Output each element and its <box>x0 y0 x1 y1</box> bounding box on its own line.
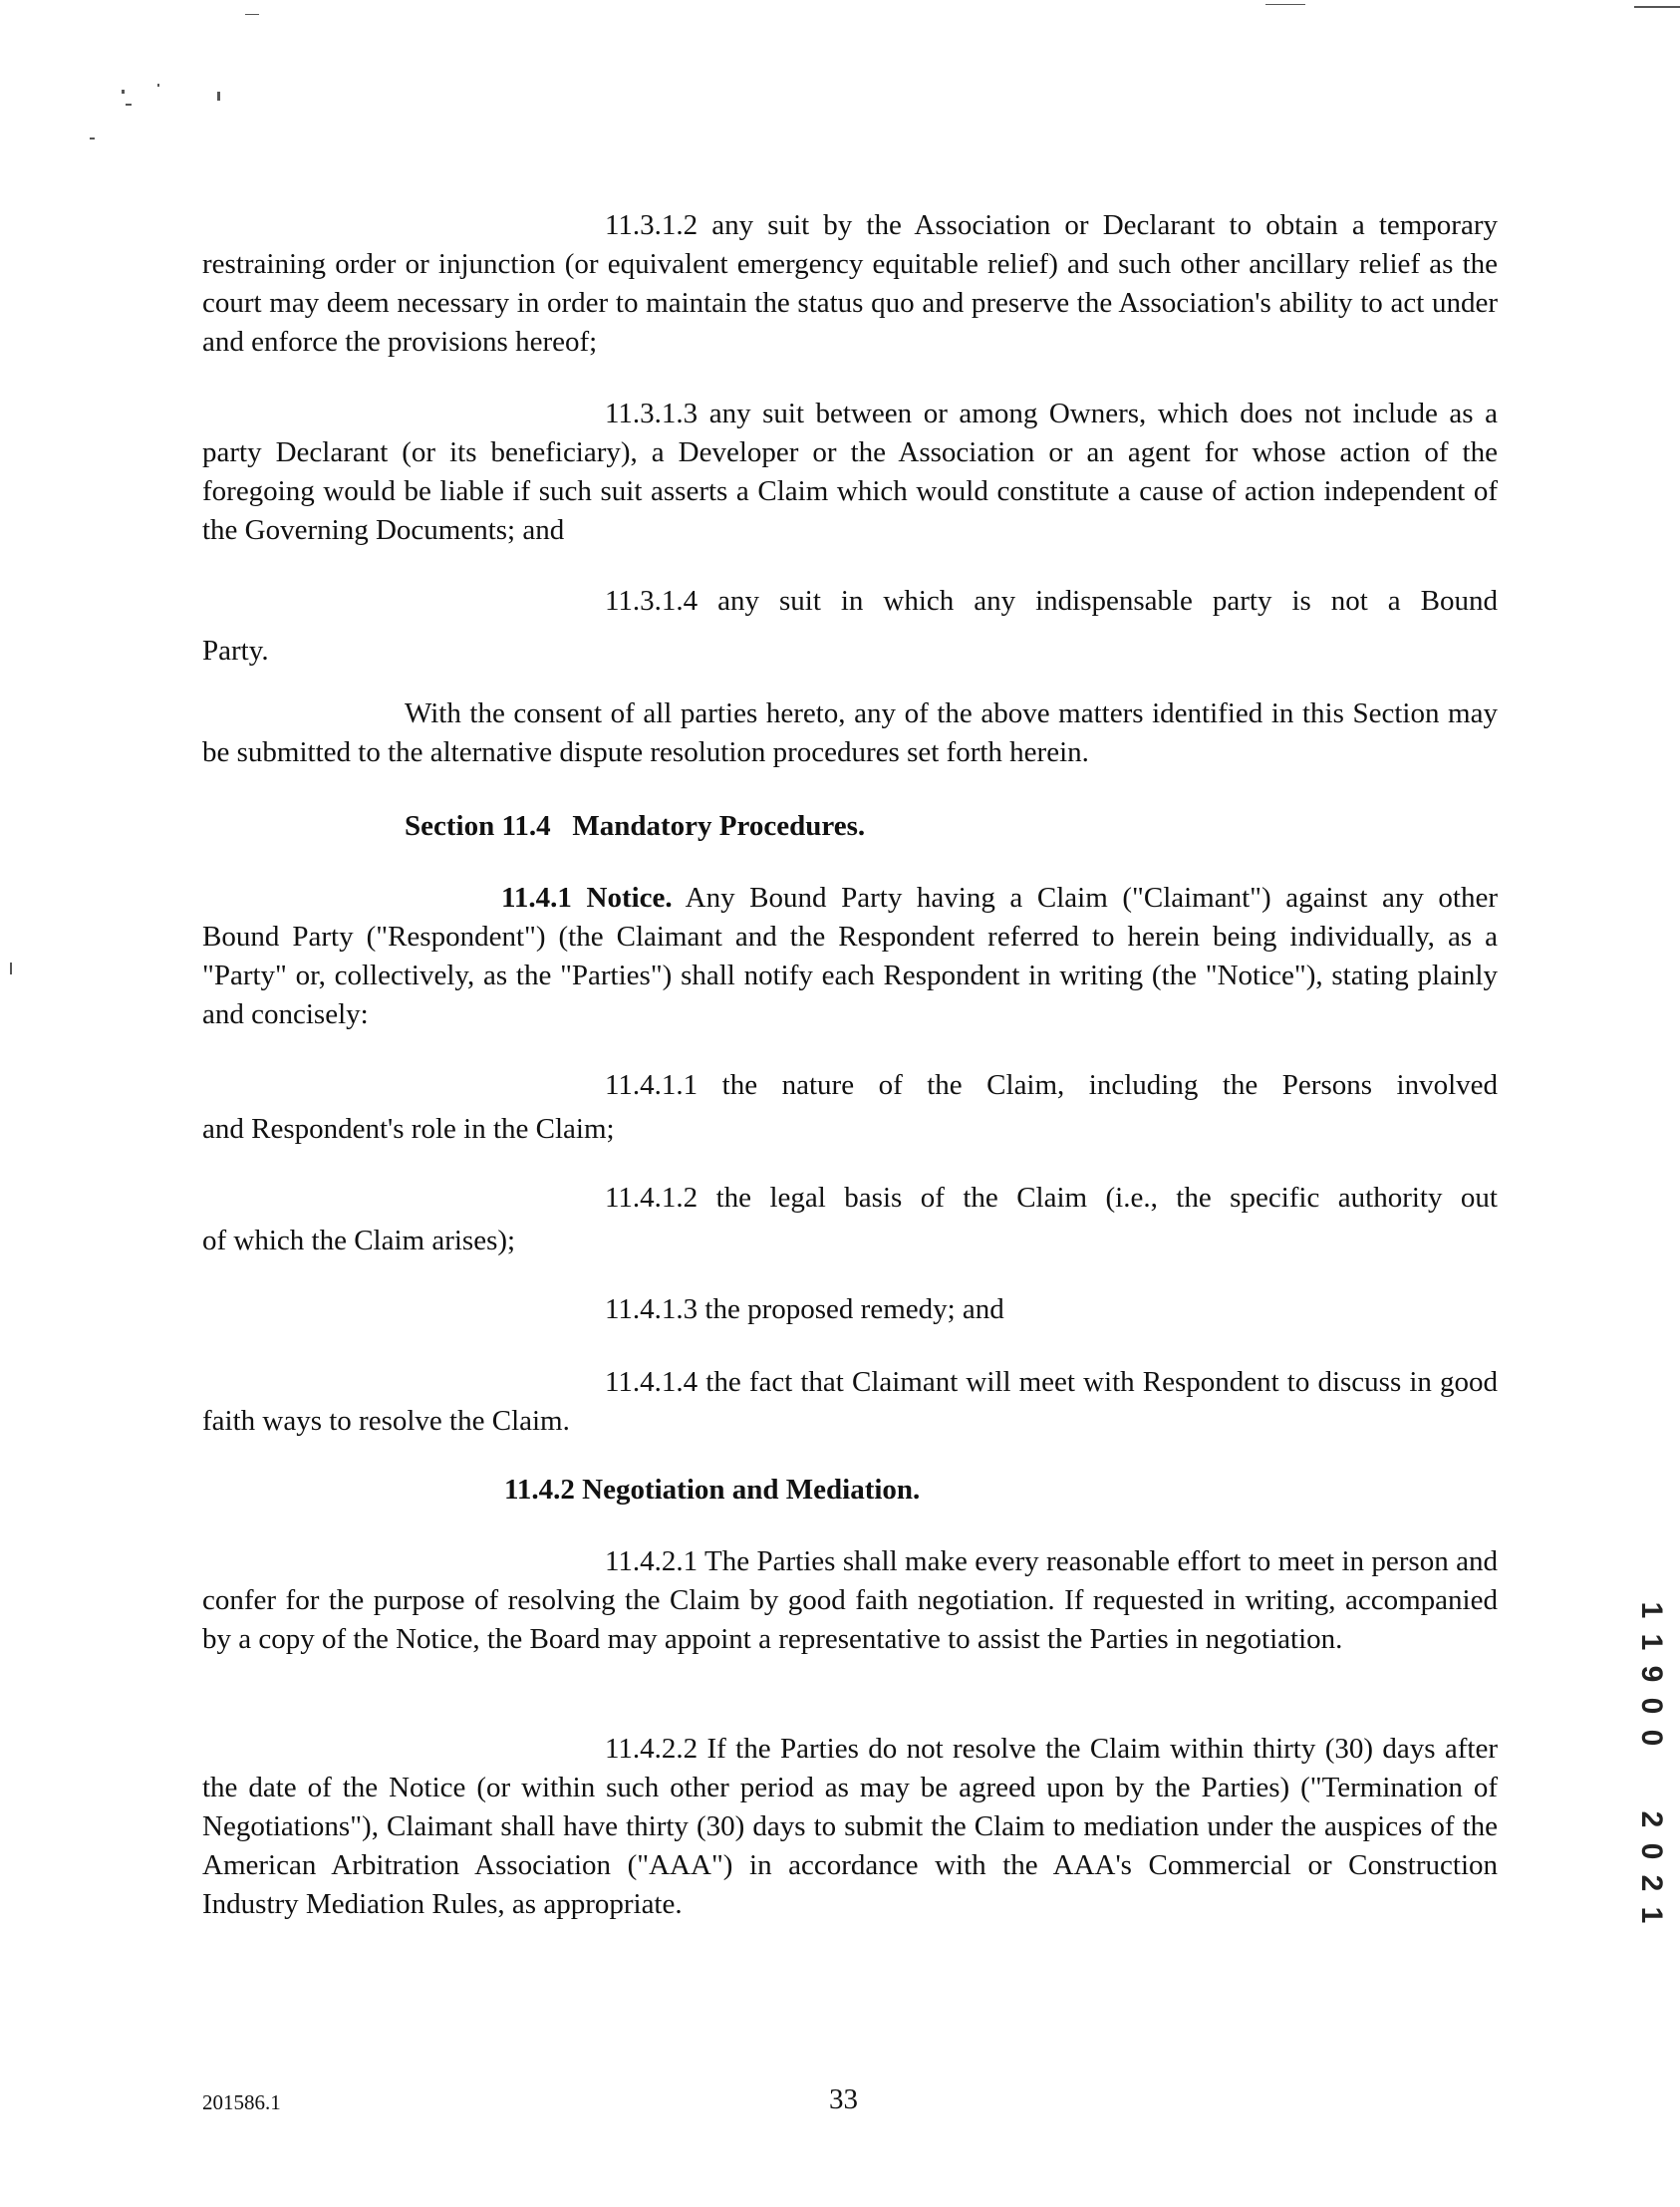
paragraph-11-3-1-4-line-1: 11.3.1.4 any suit in which any indispensable party is not a Bound <box>605 585 1498 617</box>
stamp-digit: 2 <box>1635 1874 1668 1892</box>
scan-speck <box>245 14 259 15</box>
paragraph-consent: With the consent of all parties hereto, any of the above matters identified in this Section may be submitted to the alternative dispute resolution procedures set forth herein. <box>202 697 1498 768</box>
section-heading-11-4 <box>405 807 865 846</box>
stamp-digit: 0 <box>1635 1729 1668 1747</box>
footer-page-number: 33 <box>829 2083 858 2115</box>
paragraph-11-4-1-2-line-2: of which the Claim arises); <box>202 1225 516 1256</box>
paragraph-11-4-1-1-line-1: 11.4.1.1 the nature of the Claim, including the Persons involved <box>605 1069 1498 1101</box>
subsection-number: 11.4.1 <box>501 882 572 914</box>
scan-speck <box>10 963 12 974</box>
subsection-body: Any Bound Party having a Claim ("Claimant") against any other Bound Party ("Respondent") (the Claimant and the Respondent referred to herein being individually, as a "Party" or, collectively, as the "Parties") shall notify each Respondent in writing (the "Notice"), stating plainly and concisely: <box>202 882 1499 1030</box>
paragraph-11-4-1-2-line-1: 11.4.1.2 the legal basis of the Claim (i.e., the specific authority out <box>605 1182 1498 1214</box>
subsection-heading-11-4-2: 11.4.2 Negotiation and Mediation. <box>504 1474 921 1506</box>
scan-speck <box>126 104 132 106</box>
stamp-digit: 0 <box>1635 1697 1668 1715</box>
paragraph-11-4-1 <box>202 879 1498 1034</box>
footer-document-id: 201586.1 <box>202 2090 281 2114</box>
paragraph-11-4-1-1-line-2: and Respondent's role in the Claim; <box>202 1113 615 1145</box>
paragraph-11-3-1-3: 11.3.1.3 any suit between or among Owners, which does not include as a party Declarant (or its beneficiary), a Developer or the Association or an agent for whose action of the foregoing would be liable if such suit asserts a Claim which would constitute a cause of action independent of the Governing Documents; and <box>202 398 1498 546</box>
stamp-digit: 1 <box>1635 1633 1668 1651</box>
section-number: Section 11.4 <box>405 810 551 842</box>
paragraph-11-4-2-1: 11.4.2.1 The Parties shall make every reasonable effort to meet in person and confer for the purpose of resolving the Claim by good faith negotiation. If requested in writing, accompanied by a copy of the Notice, the Board may appoint a representative to assist the Parties in negotiation. <box>202 1545 1498 1655</box>
margin-recording-stamp <box>1634 1594 1668 1963</box>
section-title: Mandatory Procedures. <box>572 810 866 842</box>
scan-speck <box>1634 6 1680 8</box>
stamp-digit: 0 <box>1635 1842 1668 1860</box>
paragraph-11-4-1-4: 11.4.1.4 the fact that Claimant will meet with Respondent to discuss in good faith ways to resolve the Claim. <box>202 1366 1498 1437</box>
stamp-digit: 1 <box>1635 1601 1668 1619</box>
stamp-digit: 9 <box>1635 1665 1668 1683</box>
scan-speck <box>157 84 159 87</box>
scan-speck <box>1265 4 1305 5</box>
scan-speck <box>217 92 220 101</box>
paragraph-11-4-2-2: 11.4.2.2 If the Parties do not resolve the Claim within thirty (30) days after the date of the Notice (or within such other period as may be agreed upon by the Parties) ("Termination of Negotiations"), Claimant shall have thirty (30) days to submit the Claim to mediation under the auspices of the American Arbitration Association ("AAA") in accordance with the AAA's Commercial or Construction Industry Mediation Rules, as appropriate. <box>202 1733 1498 1920</box>
stamp-digit: 2 <box>1635 1810 1668 1828</box>
scan-speck <box>90 138 95 139</box>
paragraph-11-4-1-3: 11.4.1.3 the proposed remedy; and <box>605 1293 1004 1325</box>
paragraph-11-3-1-2: 11.3.1.2 any suit by the Association or Declarant to obtain a temporary restraining order or injunction (or equivalent emergency equitable relief) and such other ancillary relief as the court may deem necessary in order to maintain the status quo and preserve the Association's ability to act under and enforce the provisions hereof; <box>202 209 1498 358</box>
paragraph-11-3-1-4-line-2: Party. <box>202 635 269 667</box>
stamp-digit: 1 <box>1635 1906 1668 1924</box>
subsection-title: Notice. <box>586 882 673 914</box>
scan-speck <box>122 90 125 94</box>
